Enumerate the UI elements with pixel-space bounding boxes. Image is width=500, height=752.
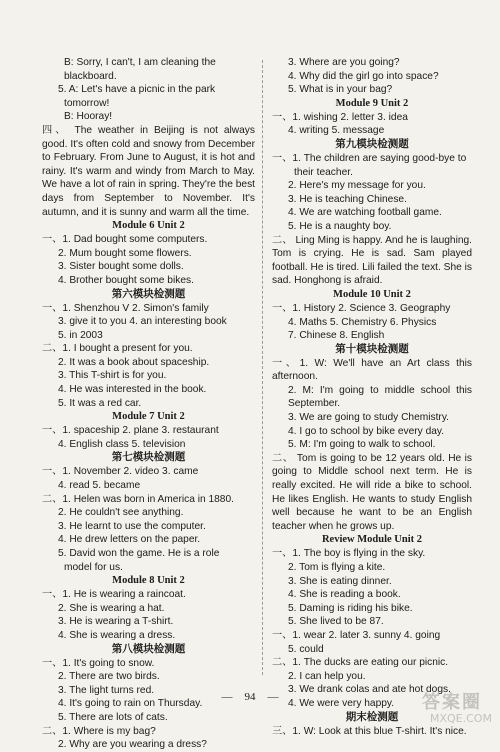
watermark-logo <box>422 693 494 729</box>
answer-line: 5. There are lots of cats. <box>58 711 168 723</box>
left-column <box>42 56 255 752</box>
answer-line: 5. M: I'm going to walk to school. <box>288 439 436 451</box>
answer-line: 7. Chinese 8. English <box>288 330 385 342</box>
answer-line: 一、1. He is wearing a raincoat. <box>42 589 186 601</box>
answer-line: 4. We are watching football game. <box>288 207 442 219</box>
answer-line: model for us. <box>64 561 123 573</box>
answer-line: 5. A: Let's have a picnic in the park <box>58 84 216 96</box>
answer-line: tomorrow! <box>64 97 110 109</box>
answer-line: 3. She is eating dinner. <box>288 575 392 587</box>
answer-line: 一、1. November 2. video 3. came <box>42 466 199 478</box>
answer-line: 3. We drank colas and ate hot dogs. <box>288 684 451 696</box>
answer-line: 一、1. Dad bought some computers. <box>42 234 208 246</box>
answer-line: 4. English class 5. television <box>58 438 186 450</box>
answer-line: 2. It was a book about spaceship. <box>58 356 210 368</box>
answer-line: 5. could <box>288 643 324 655</box>
answer-line: 3. This T-shirt is for you. <box>58 370 167 382</box>
answer-line: 4. He drew letters on the paper. <box>58 534 201 546</box>
answer-line: 4. writing 5. message <box>288 125 385 137</box>
section-heading: Module 7 Unit 2 <box>112 411 185 423</box>
answer-line: 5. Daming is riding his bike. <box>288 602 413 614</box>
answer-line: 2. Mum bought some flowers. <box>58 247 192 259</box>
answer-line: 2. Here's my message for you. <box>288 180 426 192</box>
watermark-text: 答案圈 <box>422 692 482 713</box>
answer-line: 一、1. It's going to snow. <box>42 657 155 669</box>
answer-line: 5. David won the game. He is a role <box>58 548 220 559</box>
answer-line: 4. read 5. became <box>58 480 141 492</box>
section-heading: 第十模块检测题 <box>335 343 409 355</box>
answer-line: 3. He is teaching Chinese. <box>288 193 407 205</box>
answer-line: 4. She is wearing a dress. <box>58 629 176 641</box>
section-heading: Review Module Unit 2 <box>321 534 423 546</box>
answer-line: 二、1. Where is my bag? <box>42 725 156 737</box>
dash-left: — <box>221 691 233 703</box>
answer-paragraph: 二、 Tom is going to be 12 years old. He is going to Middle school next term. He is really excited. He will ride a bike to school. He likes English. He wants to study English well because he want to be an English teacher when he grows up. <box>272 452 472 532</box>
answer-paragraph: 四、 The weather in Beijing is not always good. It's often cold and snowy from December to February. From June to August, it is hot and rainy. It's warm and windy from March to May. We have a lot of rain in spring. They're the best days from September to November. It's autumn, and it is sunny and warm all the time. <box>42 124 255 218</box>
answer-line: 2. I can help you. <box>288 670 366 682</box>
answer-line: 3. The light turns red. <box>58 684 155 696</box>
right-column <box>272 56 472 738</box>
section-heading: Module 8 Unit 2 <box>112 575 185 587</box>
section-heading: 第六模块检测题 <box>111 288 186 300</box>
answer-line: 2. There are two birds. <box>58 671 160 683</box>
answer-line: 二、1. The ducks are eating our picnic. <box>272 657 449 669</box>
answer-line: 二、1. I bought a present for you. <box>42 343 193 355</box>
answer-line: 一、1. Shenzhou V 2. Simon's family <box>42 302 209 314</box>
answer-line: 3. He is wearing a T-shirt. <box>58 616 174 628</box>
answer-paragraph: 三、1. W: Look at this blue T-shirt. It's nice. <box>272 725 467 737</box>
answer-line: 一、1. spaceship 2. plane 3. restaurant <box>42 425 219 437</box>
answer-line: 3. give it to you 4. an interesting book <box>58 316 227 328</box>
answer-line: 二、1. Helen was born in America in 1880. <box>42 493 234 505</box>
answer-line: 一、1. wear 2. later 3. sunny 4. going <box>272 629 441 641</box>
section-heading: 第九模块检测题 <box>335 138 409 150</box>
answer-line: 4. Maths 5. Chemistry 6. Physics <box>288 316 437 328</box>
section-heading: 第八模块检测题 <box>111 643 186 655</box>
answer-line: 一、1. wishing 2. letter 3. idea <box>272 111 408 123</box>
answer-line: 2. She is wearing a hat. <box>58 602 165 614</box>
answer-line: 3. He learnt to use the computer. <box>58 520 206 532</box>
answer-line: 4. Why did the girl go into space? <box>288 70 439 82</box>
answer-line: 一、1. History 2. Science 3. Geography <box>272 302 451 314</box>
answer-paragraph: 2. M: I'm going to middle school this September. <box>288 384 472 410</box>
answer-line: B: Sorry, I can't, I am cleaning the <box>64 57 216 68</box>
column-divider <box>262 60 263 675</box>
section-heading: Module 9 Unit 2 <box>335 97 409 109</box>
answer-line: 4. I go to school by bike every day. <box>288 425 445 437</box>
answer-line: 3. Sister bought some dolls. <box>58 261 184 273</box>
watermark-url: MXQE.COM <box>430 712 492 725</box>
answer-line: blackboard. <box>64 70 117 82</box>
answer-line: 3. We are going to study Chemistry. <box>288 412 449 424</box>
answer-line: 2. Tom is flying a kite. <box>288 562 386 573</box>
answer-line: 5. What is in your bag? <box>288 84 393 96</box>
answer-paragraph: 一、1. W: We'll have an Art class this afternoon. <box>272 357 472 383</box>
answer-line: 4. He was interested in the book. <box>58 384 207 396</box>
answer-line: 5. in 2003 <box>58 329 103 341</box>
answer-line: 一、1. The children are saying good-bye to <box>272 152 467 164</box>
answer-line: 4. We were very happy. <box>288 697 395 709</box>
section-heading: Module 6 Unit 2 <box>112 220 185 232</box>
answer-line: 2. Why are you wearing a dress? <box>58 739 207 751</box>
answer-line: 5. It was a red car. <box>58 397 142 409</box>
answer-line: 3. Where are you going? <box>288 57 400 68</box>
answer-line: 一、1. The boy is flying in the sky. <box>272 548 426 560</box>
answer-line: 5. He is a naughty boy. <box>288 220 392 232</box>
answer-line: 5. She lived to be 87. <box>288 616 384 628</box>
answer-paragraph: 二、 Ling Ming is happy. And he is laughing. Tom is crying. He is sad. Sam played football. He is tired. Lili failed the text. She is sad. Honghong is afraid. <box>272 234 472 287</box>
dash-right: — <box>267 691 279 703</box>
answer-line: B: Hooray! <box>64 111 113 123</box>
answer-line: 4. It's going to rain on Thursday. <box>58 698 203 710</box>
answer-line: 4. Brother bought some bikes. <box>58 274 194 286</box>
answer-line: 2. He couldn't see anything. <box>58 507 184 519</box>
answer-line: their teacher. <box>294 166 353 178</box>
page-number-value: 94 <box>244 691 256 703</box>
answer-line: 4. She is reading a book. <box>288 589 401 601</box>
section-heading: 期末检测题 <box>345 711 399 723</box>
section-heading: Module 10 Unit 2 <box>333 288 411 300</box>
section-heading: 第七模块检测题 <box>111 452 186 464</box>
